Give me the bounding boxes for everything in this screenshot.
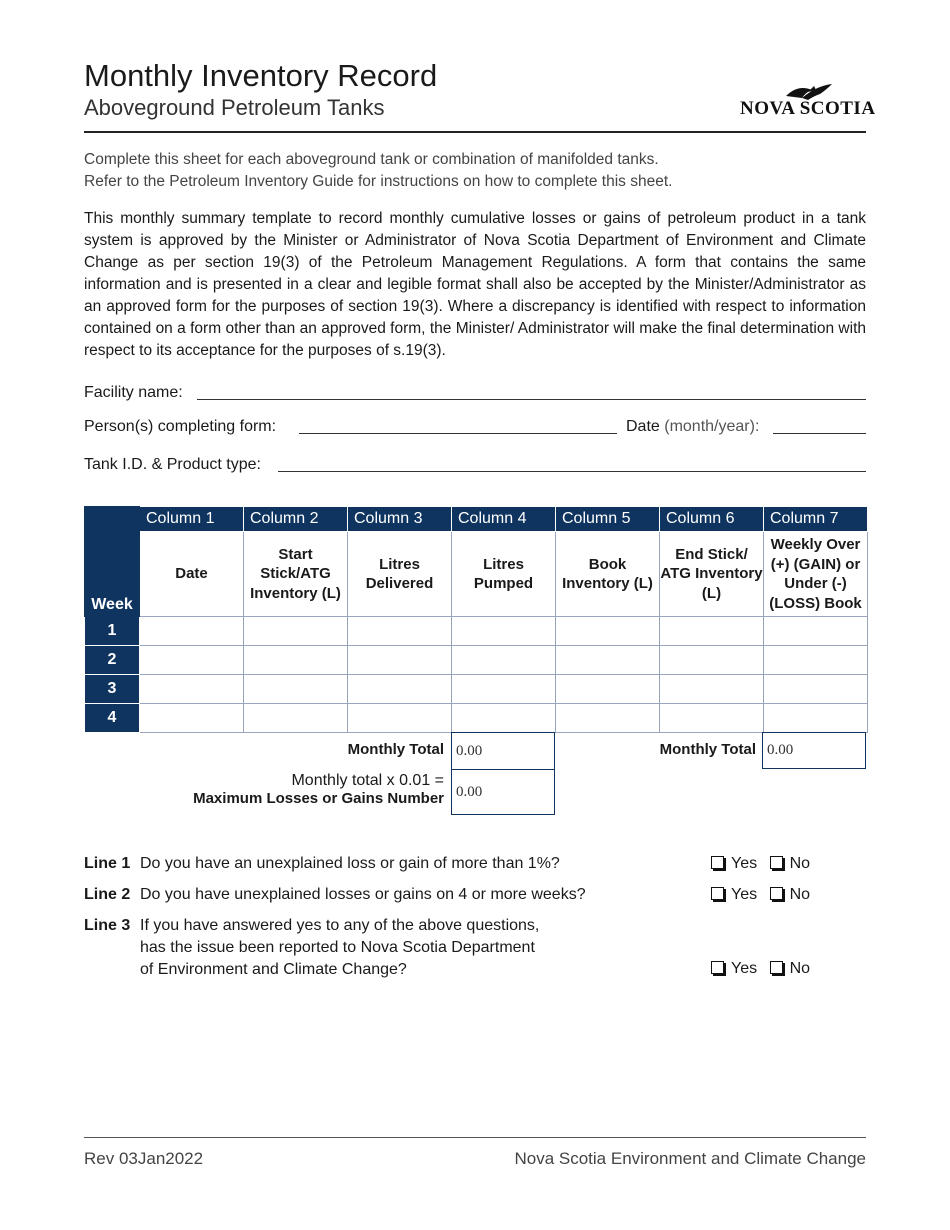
line-3-options	[711, 958, 810, 980]
table-row	[85, 675, 868, 704]
max-losses-gains-label	[193, 772, 444, 807]
page-subtitle: Aboveground Petroleum Tanks	[84, 95, 385, 120]
table-row	[85, 646, 868, 675]
column-6-label: End Stick/ ATG Inventory (L)	[660, 532, 764, 617]
column-3-label: Litres Delivered	[348, 532, 452, 617]
monthly-total-col4-field[interactable]: 0.00	[451, 732, 555, 770]
checkbox-icon	[770, 961, 783, 974]
table-cell[interactable]	[556, 704, 660, 733]
instructions	[84, 149, 866, 193]
inventory-table	[84, 506, 868, 733]
table-cell[interactable]	[764, 675, 868, 704]
column-2-header: Column 2	[244, 507, 348, 532]
person-completing-label: Person(s) completing form:	[84, 418, 277, 435]
question-text: Do you have an unexplained loss or gain of more than 1%?	[140, 855, 560, 872]
date-label-group	[626, 418, 759, 436]
question-number: Line 3	[84, 917, 131, 934]
table-cell[interactable]	[452, 617, 556, 646]
question-text: If you have answered yes to any of the above questions, has the issue been reported to Nova Scotia Department of Environment and Climate Change?	[140, 917, 540, 978]
date-field[interactable]	[773, 433, 866, 434]
table-row	[85, 704, 868, 733]
checkbox-icon	[711, 961, 724, 974]
table-cell[interactable]	[452, 675, 556, 704]
table-cell[interactable]	[452, 646, 556, 675]
table-cell[interactable]	[764, 646, 868, 675]
column-7-header: Column 7	[764, 507, 868, 532]
no-checkbox[interactable]: No	[770, 960, 810, 977]
tank-id-label: Tank I.D. & Product type:	[84, 456, 261, 473]
table-cell[interactable]	[660, 675, 764, 704]
table-cell[interactable]	[660, 704, 764, 733]
checkbox-icon	[770, 856, 783, 869]
line-1-options	[711, 853, 810, 875]
table-row	[85, 617, 868, 646]
table-cell[interactable]	[348, 704, 452, 733]
instruction-line-1: Complete this sheet for each aboveground tank or combination of manifolded tanks.	[84, 151, 659, 168]
date-label: Date	[626, 418, 660, 435]
facility-name-field[interactable]	[197, 399, 866, 400]
column-6-header: Column 6	[660, 507, 764, 532]
monthly-total-col7-field[interactable]: 0.00	[762, 732, 866, 769]
date-hint: (month/year):	[664, 418, 760, 435]
table-cell[interactable]	[556, 646, 660, 675]
question-text: Do you have unexplained losses or gains on 4 or more weeks?	[140, 886, 586, 903]
yes-checkbox[interactable]: Yes	[711, 960, 757, 977]
table-cell[interactable]	[556, 617, 660, 646]
column-1-label: Date	[140, 532, 244, 617]
column-5-header: Column 5	[556, 507, 660, 532]
yes-checkbox[interactable]: Yes	[711, 855, 757, 872]
page-title: Monthly Inventory Record	[84, 58, 438, 93]
question-line-3	[84, 915, 540, 978]
total-divider	[554, 732, 555, 770]
facility-name-label: Facility name:	[84, 384, 183, 401]
table-cell[interactable]	[348, 675, 452, 704]
checkbox-icon	[711, 887, 724, 900]
column-7-label: Weekly Over (+) (GAIN) or Under (-) (LOSS) Book	[764, 532, 868, 617]
question-number: Line 1	[84, 855, 131, 872]
no-checkbox[interactable]: No	[770, 886, 810, 903]
line-2-options	[711, 884, 810, 906]
revision-label: Rev 03Jan2022	[84, 1149, 204, 1168]
question-line-1	[84, 853, 560, 875]
yes-checkbox[interactable]: Yes	[711, 886, 757, 903]
table-cell[interactable]	[140, 617, 244, 646]
approval-paragraph: This monthly summary template to record monthly cumulative losses or gains of petroleum product in a tank system is approved by the Minister or Administrator of Nova Scotia Department of Environment and Climate Change as per section 19(3) of the Petroleum Management Regulations. A form that contains the same information and is presented in a clear and legible format shall also be accepted by the Minister/Administrator as an approved form for the purposes of section 19(3). Where a discrepancy is identified with respect to information contained on a form other than an approved form, the Minister/ Administrator will make the final determination with respect to its acceptance for the purposes of s.19(3).	[84, 210, 866, 359]
week-number: 2	[85, 646, 140, 675]
question-line-2	[84, 884, 586, 906]
column-5-label: Book Inventory (L)	[556, 532, 660, 617]
table-cell[interactable]	[556, 675, 660, 704]
table-cell[interactable]	[348, 646, 452, 675]
tank-id-field[interactable]	[278, 471, 866, 472]
instruction-line-2: Refer to the Petroleum Inventory Guide for instructions on how to complete this sheet.	[84, 173, 673, 190]
question-number: Line 2	[84, 886, 131, 903]
table-cell[interactable]	[764, 704, 868, 733]
table-cell[interactable]	[140, 675, 244, 704]
table-cell[interactable]	[660, 646, 764, 675]
week-number: 1	[85, 617, 140, 646]
max-line-1: Monthly total x 0.01 =	[291, 772, 444, 789]
max-losses-gains-field[interactable]: 0.00	[451, 769, 555, 815]
week-number: 4	[85, 704, 140, 733]
logo-wordmark: NOVA SCOTIA	[740, 98, 876, 119]
nova-scotia-logo	[736, 82, 876, 122]
column-2-label: Start Stick/ATG Inventory (L)	[244, 532, 348, 617]
checkbox-icon	[770, 887, 783, 900]
table-cell[interactable]	[660, 617, 764, 646]
column-1-header: Column 1	[140, 507, 244, 532]
column-4-label: Litres Pumped	[452, 532, 556, 617]
week-number: 3	[85, 675, 140, 704]
monthly-total-label-col4: Monthly Total	[347, 741, 444, 758]
table-cell[interactable]	[452, 704, 556, 733]
table-cell[interactable]	[244, 704, 348, 733]
monthly-total-label-col7: Monthly Total	[659, 741, 756, 758]
checkbox-icon	[711, 856, 724, 869]
table-cell[interactable]	[140, 646, 244, 675]
no-checkbox[interactable]: No	[770, 855, 810, 872]
column-3-header: Column 3	[348, 507, 452, 532]
table-cell[interactable]	[244, 646, 348, 675]
person-completing-field[interactable]	[299, 433, 617, 434]
table-cell[interactable]	[764, 617, 868, 646]
table-cell[interactable]	[244, 617, 348, 646]
table-cell[interactable]	[348, 617, 452, 646]
max-line-2: Maximum Losses or Gains Number	[193, 790, 444, 807]
footer-divider	[84, 1137, 866, 1138]
column-4-header: Column 4	[452, 507, 556, 532]
header-divider	[84, 131, 866, 133]
table-cell[interactable]	[244, 675, 348, 704]
week-header: Week	[85, 507, 140, 617]
table-cell[interactable]	[140, 704, 244, 733]
department-label: Nova Scotia Environment and Climate Change	[514, 1149, 866, 1168]
